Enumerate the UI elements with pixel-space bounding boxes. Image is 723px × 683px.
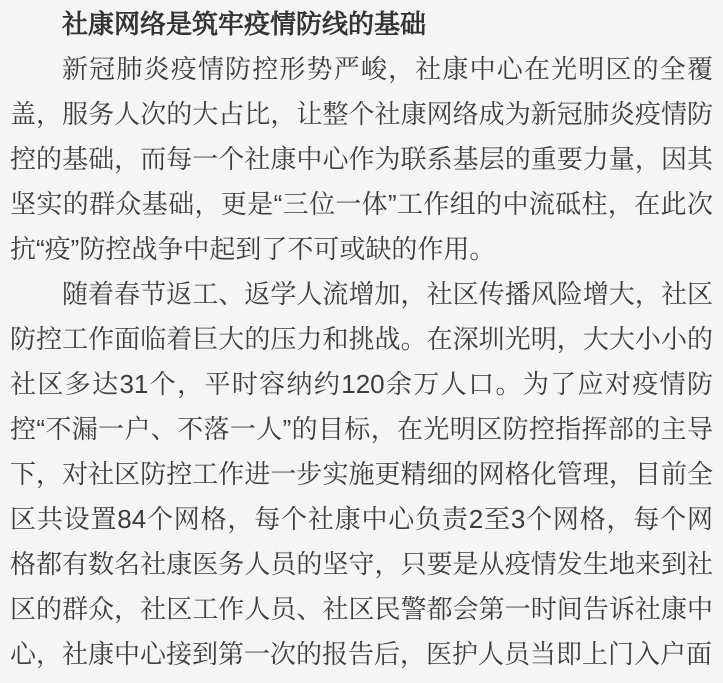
article-paragraph-1: 新冠肺炎疫情防控形势严峻，社康中心在光明区的全覆盖，服务人次的大占比，让整个社康网络成为新冠肺炎疫情防控的基础，而每一个社康中心作为联系基层的重要力量，因其坚实的群众基础，更是“三位一体”工作组的中流砥柱，在此次抗“疫”防控战争中起到了不可或缺的作用。 — [10, 54, 713, 264]
article-paragraph-2: 随着春节返工、返学人流增加，社区传播风险增大，社区防控工作面临着巨大的压力和挑战。在深圳光明，大大小小的社区多达31个，平时容纳约120余万人口。为了应对疫情防控“不漏一户、不落一人”的目标，在光明区防控指挥部的主导下，对社区防控工作进一步实施更精细的网格化管理，目前全区共设置84个网格，每个社康中心负责2至3个网格，每个网格都有数名社康医务人员的坚守，只要是从疫情发生地来到社区的群众，社区工作人员、社区民警都会第一时间告诉社康中心，社康中心接到第一次的报告后，医护人员当即上门入户面 — [10, 279, 713, 669]
article-title: 社康网络是筑牢疫情防线的基础 — [62, 9, 427, 39]
